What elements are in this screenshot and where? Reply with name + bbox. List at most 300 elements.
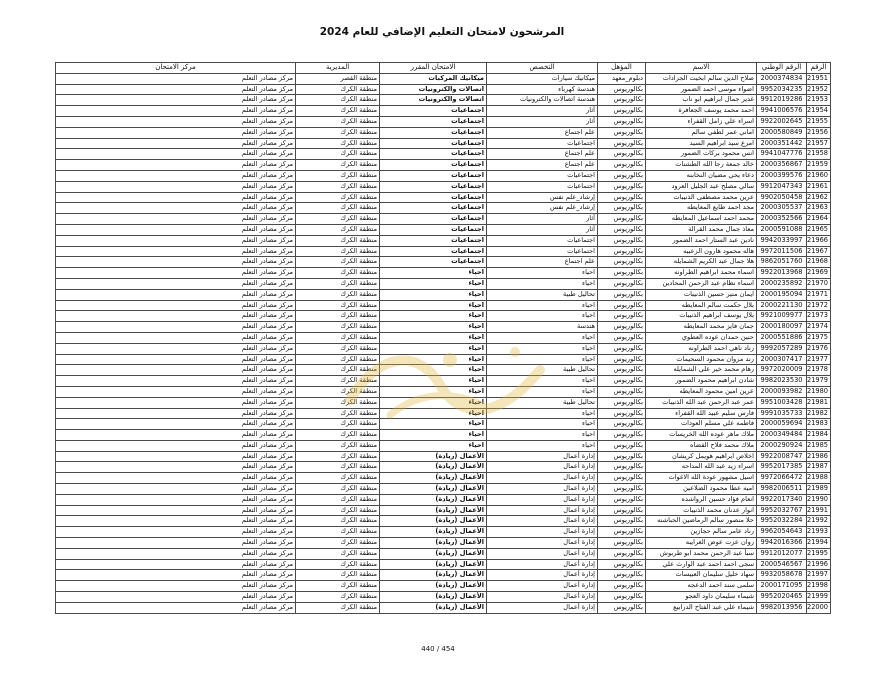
- table-row: [56, 322, 831, 333]
- cell-directorate: منطقة الكرك: [296, 451, 380, 462]
- cell-number: 21984: [807, 430, 831, 441]
- cell-national-id: 9922013968: [757, 268, 807, 279]
- table-row: [56, 127, 831, 138]
- cell-name: بلال يوسف ابراهيم الذنيبات: [646, 311, 757, 322]
- cell-exam: اجتماعيات: [380, 160, 487, 171]
- table-row: [56, 494, 831, 505]
- cell-national-id: 9952032767: [757, 505, 807, 516]
- cell-number: 21960: [807, 170, 831, 181]
- cell-number: 21967: [807, 246, 831, 257]
- cell-exam: احياء: [380, 278, 487, 289]
- cell-exam: اجتماعيات: [380, 106, 487, 117]
- cell-number: 21991: [807, 505, 831, 516]
- cell-name: خالد جمعة رجا الله الطشنات: [646, 160, 757, 171]
- cell-exam: احياء: [380, 289, 487, 300]
- table-row: [56, 257, 831, 268]
- cell-directorate: منطقة الكرك: [296, 343, 380, 354]
- cell-directorate: منطقة الكرك: [296, 181, 380, 192]
- cell-qualification: بكالوريوس: [598, 181, 646, 192]
- cell-exam: اتصالات والكترونيات: [380, 84, 487, 95]
- cell-number: 21999: [807, 592, 831, 603]
- cell-name: اسراء زيد عبد الله المداحه: [646, 462, 757, 473]
- cell-directorate: منطقة الكرك: [296, 170, 380, 181]
- cell-specialization: إدارة أعمال: [487, 527, 598, 538]
- cell-national-id: 9922008747: [757, 451, 807, 462]
- cell-exam: اجتماعيات: [380, 257, 487, 268]
- cell-qualification: بكالوريوس: [598, 559, 646, 570]
- cell-number: 21979: [807, 376, 831, 387]
- cell-exam: ميكانيك المركبات: [380, 73, 487, 84]
- table-row: [56, 246, 831, 257]
- cell-national-id: 2000180097: [757, 322, 807, 333]
- table-row: [56, 538, 831, 549]
- cell-exam: الأعمال (ريادة): [380, 581, 487, 592]
- cell-national-id: 2000305537: [757, 203, 807, 214]
- cell-number: 21994: [807, 538, 831, 549]
- cell-directorate: منطقة الكرك: [296, 376, 380, 387]
- cell-number: 21998: [807, 581, 831, 592]
- cell-qualification: بكالوريوس: [598, 484, 646, 495]
- cell-specialization: إدارة أعمال: [487, 494, 598, 505]
- cell-qualification: بكالوريوس: [598, 494, 646, 505]
- cell-qualification: بكالوريوس: [598, 300, 646, 311]
- cell-qualification: بكالوريوس: [598, 451, 646, 462]
- cell-exam-center: مركز مصادر التعلم: [56, 149, 296, 160]
- cell-number: 21975: [807, 332, 831, 343]
- cell-exam: احياء: [380, 397, 487, 408]
- cell-exam: اجتماعيات: [380, 224, 487, 235]
- cell-qualification: بكالوريوس: [598, 257, 646, 268]
- cell-exam-center: مركز مصادر التعلم: [56, 160, 296, 171]
- table-row: [56, 203, 831, 214]
- cell-exam-center: مركز مصادر التعلم: [56, 516, 296, 527]
- cell-national-id: 2000195094: [757, 289, 807, 300]
- cell-specialization: إدارة أعمال: [487, 548, 598, 559]
- cell-qualification: بكالوريوس: [598, 235, 646, 246]
- cell-number: 21978: [807, 365, 831, 376]
- table-row: [56, 268, 831, 279]
- cell-specialization: آثار: [487, 214, 598, 225]
- cell-directorate: منطقة الكرك: [296, 257, 380, 268]
- cell-number: 21988: [807, 473, 831, 484]
- cell-qualification: بكالوريوس: [598, 106, 646, 117]
- cell-qualification: بكالوريوس: [598, 354, 646, 365]
- cell-specialization: إدارة أعمال: [487, 484, 598, 495]
- cell-number: 21987: [807, 462, 831, 473]
- header-national-id: الرقم الوطني: [757, 63, 807, 74]
- table-row: [56, 527, 831, 538]
- cell-national-id: 2000290924: [757, 440, 807, 451]
- table-row: [56, 160, 831, 171]
- cell-specialization: إدارة أعمال: [487, 592, 598, 603]
- cell-number: 21983: [807, 419, 831, 430]
- cell-exam-center: مركز مصادر التعلم: [56, 386, 296, 397]
- header-qualification: المؤهل: [598, 63, 646, 74]
- cell-national-id: 9922017340: [757, 494, 807, 505]
- cell-number: 21964: [807, 214, 831, 225]
- cell-number: 21958: [807, 149, 831, 160]
- cell-directorate: منطقة الكرك: [296, 332, 380, 343]
- cell-directorate: منطقة الكرك: [296, 419, 380, 430]
- cell-exam-center: مركز مصادر التعلم: [56, 84, 296, 95]
- cell-qualification: بكالوريوس: [598, 311, 646, 322]
- cell-national-id: 9952034235: [757, 84, 807, 95]
- cell-exam-center: مركز مصادر التعلم: [56, 408, 296, 419]
- cell-qualification: بكالوريوس: [598, 365, 646, 376]
- cell-specialization: احياء: [487, 332, 598, 343]
- cell-exam: احياء: [380, 268, 487, 279]
- cell-national-id: 2000546567: [757, 559, 807, 570]
- cell-directorate: منطقة الكرك: [296, 592, 380, 603]
- cell-directorate: منطقة الكرك: [296, 116, 380, 127]
- header-exam-center: مركز الامتحان: [56, 63, 296, 74]
- cell-exam-center: مركز مصادر التعلم: [56, 354, 296, 365]
- cell-directorate: منطقة الكرك: [296, 268, 380, 279]
- cell-national-id: 9912047343: [757, 181, 807, 192]
- cell-number: 21971: [807, 289, 831, 300]
- table-row: [56, 365, 831, 376]
- cell-directorate: منطقة الكرك: [296, 505, 380, 516]
- cell-exam-center: مركز مصادر التعلم: [56, 440, 296, 451]
- cell-qualification: بكالوريوس: [598, 84, 646, 95]
- header-row: [56, 63, 831, 74]
- cell-national-id: 2000221130: [757, 300, 807, 311]
- cell-specialization: احياء: [487, 343, 598, 354]
- cell-number: 21959: [807, 160, 831, 171]
- cell-exam-center: مركز مصادر التعلم: [56, 538, 296, 549]
- cell-exam: الأعمال (ريادة): [380, 484, 487, 495]
- cell-exam: اجتماعيات: [380, 138, 487, 149]
- cell-directorate: منطقة الكرك: [296, 354, 380, 365]
- cell-national-id: 2000349484: [757, 430, 807, 441]
- cell-directorate: منطقة الكرك: [296, 289, 380, 300]
- page-number: 440 / 454: [421, 645, 455, 653]
- cell-exam-center: مركز مصادر التعلم: [56, 494, 296, 505]
- cell-number: 21968: [807, 257, 831, 268]
- cell-name: معاذ جمال محمد القرالة: [646, 224, 757, 235]
- cell-name: انوار عدنان محمد الذنيبات: [646, 505, 757, 516]
- cell-number: 21954: [807, 106, 831, 117]
- cell-directorate: منطقة الكرك: [296, 559, 380, 570]
- cell-national-id: 2000351442: [757, 138, 807, 149]
- cell-exam: الأعمال (ريادة): [380, 462, 487, 473]
- header-name: الاسم: [646, 63, 757, 74]
- cell-exam: الأعمال (ريادة): [380, 505, 487, 516]
- cell-national-id: 9902050458: [757, 192, 807, 203]
- cell-name: ايمان منير حسين الذنيبات: [646, 289, 757, 300]
- cell-qualification: بكالوريوس: [598, 278, 646, 289]
- cell-exam: الأعمال (ريادة): [380, 592, 487, 603]
- cell-qualification: بكالوريوس: [598, 592, 646, 603]
- cell-directorate: منطقة الكرك: [296, 214, 380, 225]
- cell-specialization: اجتماعيات: [487, 235, 598, 246]
- table-row: [56, 548, 831, 559]
- cell-name: روان عزت عوض الغرايبه: [646, 538, 757, 549]
- table-row: [56, 570, 831, 581]
- cell-number: 21995: [807, 548, 831, 559]
- cell-exam-center: مركز مصادر التعلم: [56, 246, 296, 257]
- cell-directorate: منطقة الكرك: [296, 440, 380, 451]
- cell-number: 21970: [807, 278, 831, 289]
- cell-national-id: 2000580849: [757, 127, 807, 138]
- table-row: [56, 235, 831, 246]
- cell-directorate: منطقة الكرك: [296, 246, 380, 257]
- cell-exam-center: مركز مصادر التعلم: [56, 484, 296, 495]
- cell-exam-center: مركز مصادر التعلم: [56, 462, 296, 473]
- table-row: [56, 343, 831, 354]
- cell-exam: احياء: [380, 408, 487, 419]
- cell-qualification: بكالوريوس: [598, 343, 646, 354]
- cell-specialization: تحاليل طبية: [487, 365, 598, 376]
- cell-specialization: ميكانيك سيارات: [487, 73, 598, 84]
- cell-exam-center: مركز مصادر التعلم: [56, 548, 296, 559]
- cell-directorate: منطقة الكرك: [296, 224, 380, 235]
- table-row: [56, 462, 831, 473]
- cell-specialization: احياء: [487, 354, 598, 365]
- cell-specialization: احياء: [487, 311, 598, 322]
- cell-exam: اجتماعيات: [380, 170, 487, 181]
- cell-qualification: بكالوريوس: [598, 289, 646, 300]
- table-row: [56, 484, 831, 495]
- table-row: [56, 192, 831, 203]
- cell-national-id: 9941006576: [757, 106, 807, 117]
- cell-national-id: 2000551886: [757, 332, 807, 343]
- cell-exam-center: مركز مصادر التعلم: [56, 322, 296, 333]
- cell-name: اسماء نظام عبد الرحمن المحادين: [646, 278, 757, 289]
- cell-national-id: 2000374834: [757, 73, 807, 84]
- cell-specialization: احياء: [487, 278, 598, 289]
- cell-name: حنين حمدان عوده العطوي: [646, 332, 757, 343]
- cell-exam: احياء: [380, 365, 487, 376]
- cell-specialization: إدارة أعمال: [487, 505, 598, 516]
- cell-name: مجد احمد طايع المعايطه: [646, 203, 757, 214]
- cell-exam: اجتماعيات: [380, 127, 487, 138]
- cell-specialization: احياء: [487, 440, 598, 451]
- cell-specialization: آثار: [487, 224, 598, 235]
- cell-qualification: بكالوريوس: [598, 430, 646, 441]
- cell-national-id: 9941047776: [757, 149, 807, 160]
- cell-exam-center: مركز مصادر التعلم: [56, 397, 296, 408]
- cell-name: سهاد خليل سليمان العبيسات: [646, 570, 757, 581]
- cell-exam-center: مركز مصادر التعلم: [56, 181, 296, 192]
- cell-name: رند مروان محمود السحيمات: [646, 354, 757, 365]
- cell-specialization: هندسة كهرباء: [487, 84, 598, 95]
- cell-number: 21957: [807, 138, 831, 149]
- cell-specialization: احياء: [487, 430, 598, 441]
- cell-qualification: بكالوريوس: [598, 192, 646, 203]
- cell-specialization: هندسة اتصالات والكترونيات: [487, 95, 598, 106]
- cell-specialization: آثار: [487, 106, 598, 117]
- cell-name: محمد احمد اسماعيل المعايطه: [646, 214, 757, 225]
- cell-specialization: علم اجتماع: [487, 160, 598, 171]
- table-row: [56, 214, 831, 225]
- cell-national-id: 9921009977: [757, 311, 807, 322]
- cell-exam-center: مركز مصادر التعلم: [56, 581, 296, 592]
- cell-name: فارس سليم عبيد الله القفراء: [646, 408, 757, 419]
- cell-exam: احياء: [380, 430, 487, 441]
- cell-name: رهام محمد خير علي الشمايله: [646, 365, 757, 376]
- cell-qualification: دبلوم_معهد: [598, 73, 646, 84]
- table-row: [56, 451, 831, 462]
- cell-number: 21966: [807, 235, 831, 246]
- cell-directorate: منطقة الكرك: [296, 149, 380, 160]
- cell-qualification: بكالوريوس: [598, 473, 646, 484]
- table-row: [56, 386, 831, 397]
- cell-exam: اتصالات والكترونيات: [380, 95, 487, 106]
- cell-qualification: بكالوريوس: [598, 538, 646, 549]
- cell-national-id: 9952020465: [757, 592, 807, 603]
- cell-name: رناد عامر سالم حجازين: [646, 527, 757, 538]
- cell-exam: احياء: [380, 440, 487, 451]
- cell-name: عمر عبد الرحمن عبد الله الذنيبات: [646, 397, 757, 408]
- cell-national-id: 9991035733: [757, 408, 807, 419]
- table-row: [56, 592, 831, 603]
- table-row: [56, 300, 831, 311]
- cell-qualification: بكالوريوس: [598, 581, 646, 592]
- cell-exam-center: مركز مصادر التعلم: [56, 203, 296, 214]
- cell-exam: اجتماعيات: [380, 214, 487, 225]
- cell-specialization: إدارة أعمال: [487, 602, 598, 613]
- cell-exam-center: مركز مصادر التعلم: [56, 127, 296, 138]
- cell-qualification: بكالوريوس: [598, 570, 646, 581]
- cell-directorate: منطقة القصر: [296, 73, 380, 84]
- table-row: [56, 138, 831, 149]
- cell-exam-center: مركز مصادر التعلم: [56, 311, 296, 322]
- cell-exam: اجتماعيات: [380, 246, 487, 257]
- cell-qualification: بكالوريوس: [598, 268, 646, 279]
- cell-qualification: بكالوريوس: [598, 376, 646, 387]
- cell-name: حلا منصور سالم الرماضين الحباشنه: [646, 516, 757, 527]
- cell-specialization: احياء: [487, 386, 598, 397]
- cell-exam: الأعمال (ريادة): [380, 602, 487, 613]
- cell-qualification: بكالوريوس: [598, 419, 646, 430]
- cell-exam: اجتماعيات: [380, 235, 487, 246]
- cell-directorate: منطقة الكرك: [296, 386, 380, 397]
- cell-exam-center: مركز مصادر التعلم: [56, 106, 296, 117]
- header-exam: الامتحان المقرر: [380, 63, 487, 74]
- cell-number: 21993: [807, 527, 831, 538]
- cell-national-id: 9972066472: [757, 473, 807, 484]
- cell-qualification: بكالوريوس: [598, 322, 646, 333]
- cell-exam-center: مركز مصادر التعلم: [56, 95, 296, 106]
- cell-specialization: إدارة أعمال: [487, 538, 598, 549]
- cell-exam: احياء: [380, 354, 487, 365]
- cell-name: سلمى سند احمد الدعجه: [646, 581, 757, 592]
- cell-number: 21992: [807, 516, 831, 527]
- cell-number: 21953: [807, 95, 831, 106]
- cell-exam-center: مركز مصادر التعلم: [56, 451, 296, 462]
- cell-specialization: إدارة أعمال: [487, 516, 598, 527]
- cell-number: 21981: [807, 397, 831, 408]
- cell-directorate: منطقة الكرك: [296, 203, 380, 214]
- cell-exam-center: مركز مصادر التعلم: [56, 365, 296, 376]
- cell-specialization: إدارة أعمال: [487, 570, 598, 581]
- cell-name: هاله محمود هارون الزعبيه: [646, 246, 757, 257]
- cell-specialization: اجتماعيات: [487, 170, 598, 181]
- cell-exam-center: مركز مصادر التعلم: [56, 116, 296, 127]
- cell-qualification: بكالوريوس: [598, 160, 646, 171]
- cell-number: 21980: [807, 386, 831, 397]
- cell-name: جمان فايز محمد المعايطه: [646, 322, 757, 333]
- cell-specialization: تحاليل طبية: [487, 397, 598, 408]
- cell-number: 21965: [807, 224, 831, 235]
- page-title: المرشحون لامتحان التعليم الإضافي للعام 2024: [319, 26, 565, 38]
- cell-name: انعام فؤاد حسين الرواشده: [646, 494, 757, 505]
- candidates-table: [55, 62, 831, 614]
- cell-national-id: 9942016366: [757, 538, 807, 549]
- cell-exam-center: مركز مصادر التعلم: [56, 592, 296, 603]
- cell-national-id: 9962054643: [757, 527, 807, 538]
- cell-national-id: 2000352566: [757, 214, 807, 225]
- cell-directorate: منطقة الكرك: [296, 235, 380, 246]
- cell-national-id: 2000307417: [757, 354, 807, 365]
- cell-exam: الأعمال (ريادة): [380, 516, 487, 527]
- cell-national-id: 9912019286: [757, 95, 807, 106]
- cell-qualification: بكالوريوس: [598, 214, 646, 225]
- cell-name: اسيل مشهور عودة الله الاغوات: [646, 473, 757, 484]
- cell-exam: اجتماعيات: [380, 192, 487, 203]
- cell-name: ملاك ماهر عوده الله الخريسات: [646, 430, 757, 441]
- cell-number: 21973: [807, 311, 831, 322]
- cell-number: 21972: [807, 300, 831, 311]
- table-body: [56, 73, 831, 613]
- cell-exam: احياء: [380, 322, 487, 333]
- cell-exam-center: مركز مصادر التعلم: [56, 138, 296, 149]
- table-row: [56, 419, 831, 430]
- cell-number: 21974: [807, 322, 831, 333]
- cell-specialization: إدارة أعمال: [487, 581, 598, 592]
- table-row: [56, 289, 831, 300]
- cell-national-id: 9862051760: [757, 257, 807, 268]
- cell-qualification: بكالوريوس: [598, 170, 646, 181]
- cell-number: 21986: [807, 451, 831, 462]
- table-row: [56, 116, 831, 127]
- cell-exam-center: مركز مصادر التعلم: [56, 473, 296, 484]
- cell-name: عرين محمد مصطفى الذنيبات: [646, 192, 757, 203]
- table-row: [56, 397, 831, 408]
- cell-national-id: 9992057289: [757, 343, 807, 354]
- cell-exam-center: مركز مصادر التعلم: [56, 602, 296, 613]
- cell-specialization: احياء: [487, 408, 598, 419]
- cell-name: صلاح الدين سالم ابخيت الجرادات: [646, 73, 757, 84]
- cell-directorate: منطقة الكرك: [296, 106, 380, 117]
- cell-exam: الأعمال (ريادة): [380, 527, 487, 538]
- cell-name: اميه عطا محمود الضلاعين: [646, 484, 757, 495]
- cell-directorate: منطقة الكرك: [296, 494, 380, 505]
- cell-name: شيماء سليمان داود العجو: [646, 592, 757, 603]
- cell-exam: اجتماعيات: [380, 116, 487, 127]
- cell-exam: احياء: [380, 376, 487, 387]
- cell-name: امرع سيد ابراهيم السيد: [646, 138, 757, 149]
- cell-specialization: علم اجتماع: [487, 257, 598, 268]
- table-row: [56, 354, 831, 365]
- cell-exam: احياء: [380, 419, 487, 430]
- cell-name: فاطمه علي مسلم العودات: [646, 419, 757, 430]
- table-row: [56, 505, 831, 516]
- cell-directorate: منطقة الكرك: [296, 538, 380, 549]
- cell-name: شادن ابراهيم محمود الضمور: [646, 376, 757, 387]
- cell-directorate: منطقة الكرك: [296, 581, 380, 592]
- cell-qualification: بكالوريوس: [598, 548, 646, 559]
- cell-exam-center: مركز مصادر التعلم: [56, 332, 296, 343]
- cell-directorate: منطقة الكرك: [296, 160, 380, 171]
- cell-national-id: 9942033997: [757, 235, 807, 246]
- cell-national-id: 9922002645: [757, 116, 807, 127]
- cell-qualification: بكالوريوس: [598, 462, 646, 473]
- cell-qualification: بكالوريوس: [598, 408, 646, 419]
- cell-qualification: بكالوريوس: [598, 602, 646, 613]
- cell-exam-center: مركز مصادر التعلم: [56, 419, 296, 430]
